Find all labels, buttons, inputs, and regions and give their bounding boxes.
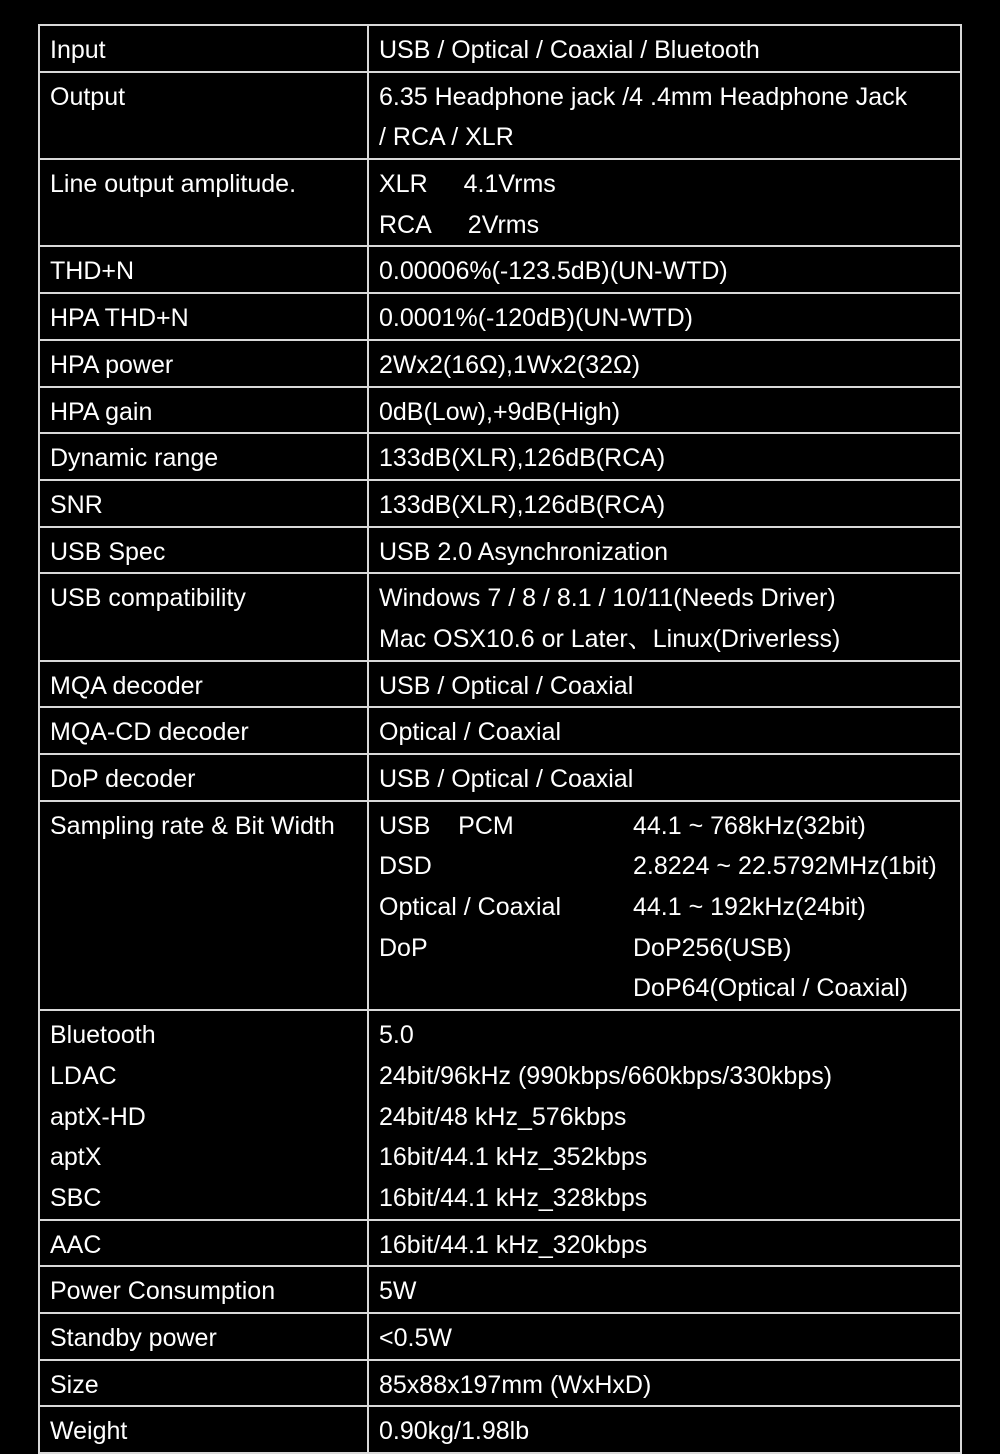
spec-row <box>39 433 961 480</box>
spec-label: Sampling rate & Bit Width <box>50 811 335 840</box>
spec-value-cell <box>368 1220 961 1267</box>
spec-row <box>39 801 961 1010</box>
spec-value-line <box>379 846 950 887</box>
spec-row <box>39 573 961 660</box>
spec-sub-label: Optical / Coaxial <box>379 893 562 922</box>
spec-value: 133dB(XLR),126dB(RCA) <box>379 444 666 473</box>
spec-label: Input <box>50 36 106 64</box>
spec-label-cell <box>39 1220 368 1267</box>
spec-label-cell <box>39 527 368 574</box>
spec-value-cell <box>368 25 961 72</box>
spec-label: MQA-CD decoder <box>50 718 249 747</box>
spec-value-cell <box>368 246 961 293</box>
spec-value: 0.90kg/1.98lb <box>379 1417 530 1446</box>
spec-sub-label: DoP <box>379 933 428 962</box>
spec-sub-label: XLR <box>379 170 428 199</box>
spec-label: Size <box>50 1370 99 1399</box>
spec-label-cell <box>39 1010 368 1219</box>
spec-label-cell <box>39 387 368 434</box>
spec-value: USB / Optical / Coaxial <box>379 765 634 793</box>
spec-sub-value: 44.1 ~ 768kHz(32bit) <box>633 811 866 840</box>
spec-value-line <box>379 887 950 928</box>
spec-row <box>39 1360 961 1407</box>
spec-row <box>39 754 961 801</box>
spec-value-cell <box>368 661 961 708</box>
spec-label: MQA decoder <box>50 671 203 700</box>
spec-sub-value: 2.8224 ~ 22.5792MHz(1bit) <box>633 852 937 881</box>
spec-row <box>39 159 961 246</box>
spec-value: 85x88x197mm (WxHxD) <box>379 1370 652 1399</box>
spec-label: THD+N <box>50 257 135 286</box>
spec-value-cell <box>368 1010 961 1219</box>
spec-label: SNR <box>50 490 103 519</box>
spec-sub-label: DSD <box>379 852 432 881</box>
spec-value: 5.0 <box>379 1021 414 1050</box>
spec-label-cell <box>39 1313 368 1360</box>
spec-value-cell <box>368 480 961 527</box>
spec-label-cell <box>39 661 368 708</box>
spec-value-cell <box>368 72 961 159</box>
spec-value: 16bit/44.1 kHz_328kbps <box>379 1183 648 1212</box>
spec-label-cell <box>39 25 368 72</box>
spec-value-line <box>379 928 950 969</box>
spec-label: USB compatibility <box>50 584 246 613</box>
spec-value: 16bit/44.1 kHz_320kbps <box>379 1230 648 1259</box>
spec-row <box>39 1313 961 1360</box>
spec-value-cell <box>368 340 961 387</box>
spec-label: Bluetooth <box>50 1021 156 1050</box>
spec-label: AAC <box>50 1230 102 1259</box>
spec-label-cell <box>39 1266 368 1313</box>
spec-label-cell <box>39 480 368 527</box>
spec-value: 6.35 Headphone jack /4 .4mm Headphone Jack <box>379 82 908 111</box>
spec-value-line <box>379 806 950 847</box>
spec-value-cell <box>368 159 961 246</box>
spec-sub-label: USB PCM <box>379 811 514 840</box>
spec-label-cell <box>39 433 368 480</box>
spec-label: DoP decoder <box>50 765 196 793</box>
spec-label: aptX <box>50 1143 102 1172</box>
spec-value: USB 2.0 Asynchronization <box>379 537 669 566</box>
spec-label: USB Spec <box>50 537 166 566</box>
spec-value-cell <box>368 1406 961 1453</box>
spec-row <box>39 1010 961 1219</box>
spec-label-cell <box>39 1360 368 1407</box>
spec-value-cell <box>368 387 961 434</box>
spec-label: Weight <box>50 1417 128 1446</box>
spec-value-cell <box>368 1266 961 1313</box>
spec-label-cell <box>39 801 368 1010</box>
spec-label: Line output amplitude. <box>50 170 297 199</box>
spec-value: 5W <box>379 1277 417 1306</box>
spec-value: USB / Optical / Coaxial / Bluetooth <box>379 36 760 64</box>
spec-label: LDAC <box>50 1061 117 1090</box>
spec-value-cell <box>368 707 961 754</box>
spec-label: Dynamic range <box>50 444 219 473</box>
spec-label-cell <box>39 573 368 660</box>
spec-value: Windows 7 / 8 / 8.1 / 10/11(Needs Driver) <box>379 584 836 613</box>
spec-label: HPA THD+N <box>50 304 189 333</box>
spec-value: 24bit/48 kHz_576kbps <box>379 1102 627 1131</box>
spec-value: 2Wx2(16Ω),1Wx2(32Ω) <box>379 350 641 379</box>
spec-value-cell <box>368 801 961 1010</box>
spec-value: 133dB(XLR),126dB(RCA) <box>379 490 666 519</box>
spec-sub-value: DoP256(USB) <box>633 933 792 962</box>
spec-row <box>39 72 961 159</box>
spec-label: aptX-HD <box>50 1102 146 1131</box>
spec-table <box>38 24 962 1454</box>
spec-row <box>39 707 961 754</box>
spec-row <box>39 661 961 708</box>
spec-value-cell <box>368 293 961 340</box>
spec-label-cell <box>39 340 368 387</box>
spec-sub-value: 2Vrms <box>467 210 540 239</box>
spec-label-cell <box>39 754 368 801</box>
spec-value: 0.00006%(-123.5dB)(UN-WTD) <box>379 257 728 286</box>
spec-value-cell <box>368 1360 961 1407</box>
spec-value-cell <box>368 1313 961 1360</box>
spec-label-cell <box>39 1406 368 1453</box>
spec-value: Mac OSX10.6 or Later、Linux(Driverless) <box>379 624 841 653</box>
spec-row <box>39 527 961 574</box>
spec-sub-label: RCA <box>379 210 432 239</box>
spec-sub-value: DoP64(Optical / Coaxial) <box>633 974 909 1003</box>
spec-value-cell <box>368 433 961 480</box>
spec-value-cell <box>368 527 961 574</box>
spec-row <box>39 25 961 72</box>
spec-value: 0dB(Low),+9dB(High) <box>379 397 621 426</box>
spec-value: Optical / Coaxial <box>379 718 562 747</box>
spec-row <box>39 387 961 434</box>
spec-value-line <box>379 205 950 246</box>
spec-table-body <box>39 25 961 1453</box>
spec-row <box>39 293 961 340</box>
spec-row <box>39 246 961 293</box>
spec-label: Standby power <box>50 1323 217 1352</box>
spec-row <box>39 480 961 527</box>
spec-label-cell <box>39 159 368 246</box>
spec-label: Power Consumption <box>50 1277 276 1306</box>
spec-label: HPA power <box>50 350 174 379</box>
spec-label: Output <box>50 82 126 111</box>
spec-label-cell <box>39 293 368 340</box>
spec-value-cell <box>368 573 961 660</box>
spec-label-cell <box>39 246 368 293</box>
spec-label-cell <box>39 707 368 754</box>
spec-value: 24bit/96kHz (990kbps/660kbps/330kbps) <box>379 1061 833 1090</box>
spec-sub-value: 44.1 ~ 192kHz(24bit) <box>633 893 866 922</box>
spec-value-cell <box>368 754 961 801</box>
spec-sub-value: 4.1Vrms <box>463 170 556 199</box>
spec-value: / RCA / XLR <box>379 123 514 152</box>
spec-row <box>39 1266 961 1313</box>
spec-value: 0.0001%(-120dB)(UN-WTD) <box>379 304 693 333</box>
spec-value-line <box>379 164 950 205</box>
spec-value-line <box>379 968 950 1009</box>
spec-value: USB / Optical / Coaxial <box>379 671 634 700</box>
spec-label-cell <box>39 72 368 159</box>
spec-label: HPA gain <box>50 397 153 426</box>
spec-row <box>39 1220 961 1267</box>
spec-value: <0.5W <box>379 1323 452 1352</box>
spec-value: 16bit/44.1 kHz_352kbps <box>379 1143 648 1172</box>
spec-row <box>39 340 961 387</box>
spec-label: SBC <box>50 1183 102 1212</box>
spec-row <box>39 1406 961 1453</box>
